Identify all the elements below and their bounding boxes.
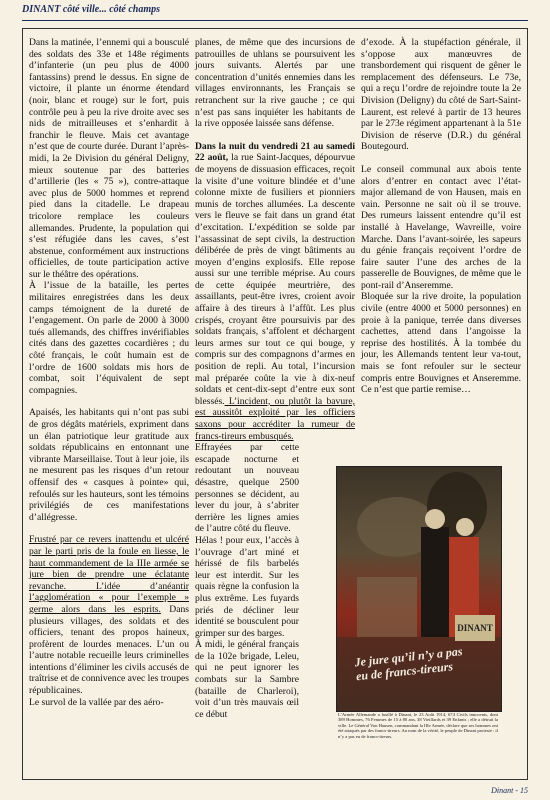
paragraph (29, 534, 189, 696)
poster-caption: L’Armée Allemande a fusillé à Dinant, le 23 Août 1914, 674 Civils innocents, dont 389 Hommes, 76 Femmes de 15 à 80 ans, 38 Vieillards et 39 Enfants ; elle a détruit la ville. Le Général Von Hausen, commandant la IIIe Armée, déclare que ses hommes ont été attaqués par des francs-tireurs. Au nom de la vérité, le peuple de Dinant proteste : il n’y a pas eu de francs-tireurs. (338, 712, 498, 739)
poster-slogan: Je jure qu’il n’y a pas eu de francs-tireurs (353, 644, 464, 684)
column-1 (29, 37, 189, 708)
paragraph: À l’issue de la bataille, les pertes militaires enregistrées dans les deux camps témoignent de la dureté de l’engagement. On parle de 2000 à 3000 tués allemands, des chiffres invérifiables cités dans des gazettes cocardières ; du côté français, le coût humain est de l’ordre de 1600 soldats mis hors de combat, soit l’équivalent de sept compagnies. (29, 280, 189, 396)
poster-image (336, 466, 502, 712)
paragraph: Le survol de la vallée par des aéro- (29, 696, 164, 708)
paragraph: Dans la matinée, l’ennemi qui a bousculé des soldats des 33e et 148e régiments d’infanterie (un peu plus de 4000 fantassins) prend le dessus. En signe de victoire, il plante un énorme étendard (noir, blanc et rouge) sur le fort, puis contrôle peu à peu la rive droite avec ses nids de mitrailleuses et s’enhardit à franchir le fleuve. Mais cet avantage n’est que de courte durée. Durant l’après-midi, la 2e Division du général Deligny, mieux soutenue par des batteries d’artillerie (les « 75 »), contre-attaque avec plus de 5000 hommes et reprend pied dans la citadelle. Le drapeau tricolore remplace les couleurs allemandes. Prudente, la population qui s’est réfugiée dans les caves, s’est abstenue, conformément aux instructions officielles, de toute participation active sur le théâtre des opérations. (29, 37, 189, 280)
paragraph: Effrayées par cette escapade nocturne et redoutant un nouveau désastre, quelque 2500 personnes se décident, au lever du jour, à s’abriter derrière les lignes amies de l’autre côté du fleuve. (195, 442, 299, 535)
poster-label: DINANT (455, 615, 495, 641)
paragraph: Le conseil communal aux abois tente alors d’entrer en contact avec l’état-major allemand de von Hausen, mais en vain. Personne ne sait où il se trouve. Des rumeurs laissent entendre qu’il est installé à Havelange, Wavreille, voire Marche. Dans l’avant-soirée, les sapeurs du génie français reçoivent l’ordre de faire sauter l’une des arches de la passerelle de Bouvignes, de même que le pont-rail d’Anseremme. (361, 163, 521, 291)
paragraph: Apaisés, les habitants qui n’ont pas subi de gros dégâts matériels, expriment dans un élan patriotique leur gratitude aux soldats républicains en entonnant une vibrante Marseillaise. Tout à leur joie, ils ne mesurent pas les risques d’un retour offensif des « casques à pointe» qui, refoulés sur les hauteurs, sont les témoins privilégiés de ces manifestations d’allégresse. (29, 407, 189, 523)
paragraph: Bloquée sur la rive droite, la population civile (entre 4000 et 5000 personnes) en proie à la panique, terrée dans diverses cachettes, attend dans l’angoisse la reprise des hostilités. À la tombée du jour, les Allemands tentent leur va-tout, mais se font refouler sur le secteur compris entre Bouvignes et Anseremme. Ce n’est que partie remise… (361, 291, 521, 396)
header-title: DINANT côté ville... côté champs (22, 4, 161, 15)
page-number: Dinant - 15 (491, 786, 528, 795)
underlined-text: L’incident, ou plutôt la bavure, est aussitôt exploité par les officiers saxons pour accréditer la rumeur de francs-tireurs embusqués. (195, 395, 355, 442)
underlined-text: Frustré par ce revers inattendu et ulcéré par le parti pris de la foule en liesse, le haut commandement de la IIIe armée se jure bien de prendre une éclatante revanche. L’idée d’anéantir l’agglomération « pour l’exemple » germe alors dans les esprits. (29, 534, 189, 615)
paragraph (195, 141, 355, 442)
paragraph: planes, de même que des incursions de patrouilles de uhlans se poursuivent les jours suivants. Alertés par une concentration d’unités ennemies dans les villages environnants, les Français se retranchent sur la rive gauche ; ce qui n’est pas sans inquiéter les habitants de la rive opposée laissée sans défense. (195, 37, 355, 130)
text: Dans plusieurs villages, des soldats et des officiers, tenant des propos haineux, profèrent de lourdes menaces. L’un ou l’autre notable recueille leurs criminelles intentions d’éliminer les civils accusés de traîtrise et de connivence avec les troupes républicaines. (29, 603, 189, 697)
page-header (22, 4, 528, 22)
column-3 (361, 37, 521, 396)
paragraph: À midi, le général français de la 102e brigade, Leleu, qui ne peut ignorer les combats sur la Sambre (bataille de Charleroi), voit d’un très mauvais œil ce début (195, 639, 299, 720)
paragraph: d’exode. À la stupéfaction générale, il s’oppose aux manœuvres de transbordement qui risquent de gêner le remplacement des défenseurs. Le 73e, qui a reçu l’ordre de rejoindre toute la 2e Division (Deligny) du côté de Sart-Saint-Laurent, est relevé à partir de 13 heures par le 273e régiment appartenant à la 51e Division de réserve (D.R.) du général Boutegourd. (361, 37, 521, 153)
header-rule (22, 20, 528, 21)
bold-text: Dans la nuit du vendredi 21 au samedi 22 août, (195, 140, 355, 164)
text: la rue Saint-Jacques, dépourvue de moyens de dissuasion efficaces, reçoit la visite d’une voiture blindée et d’une colonne mixte de fusiliers et pionniers munis de torches allumées. La descente vers le fleuve se fait dans un grand état d’excitation. L’expédition se solde par l’assassinat de sept civils, la destruction délibérée de près de vingt bâtiments au moyen d’engins explosifs. Elle repose aussi sur une terrible méprise. Au cours de cette équipée meurtrière, des assaillants, peut-être ivres, croient avoir affaire à des tireurs à l’affût. Les plus crispés, croyant être poursuivis par des soldats français, s’affolent et déchargent leurs armes sur tout ce qui bouge, y compris sur des compagnons d’armes en position de repli. Au total, l’incursion mal préparée coûte la vie à dix-neuf soldats et cent-dix-sept d’entre eux sont blessés. (195, 152, 356, 407)
paragraph: Hélas ! pour eux, l’accès à l’ouvrage d’art miné et hérissé de fils barbelés leur est interdit. Sur les quais règne la confusion la plus extrême. Les fuyards priés de décliner leur identité se bousculent pour grimper sur des barges. (195, 534, 299, 639)
column-2 (195, 37, 355, 720)
